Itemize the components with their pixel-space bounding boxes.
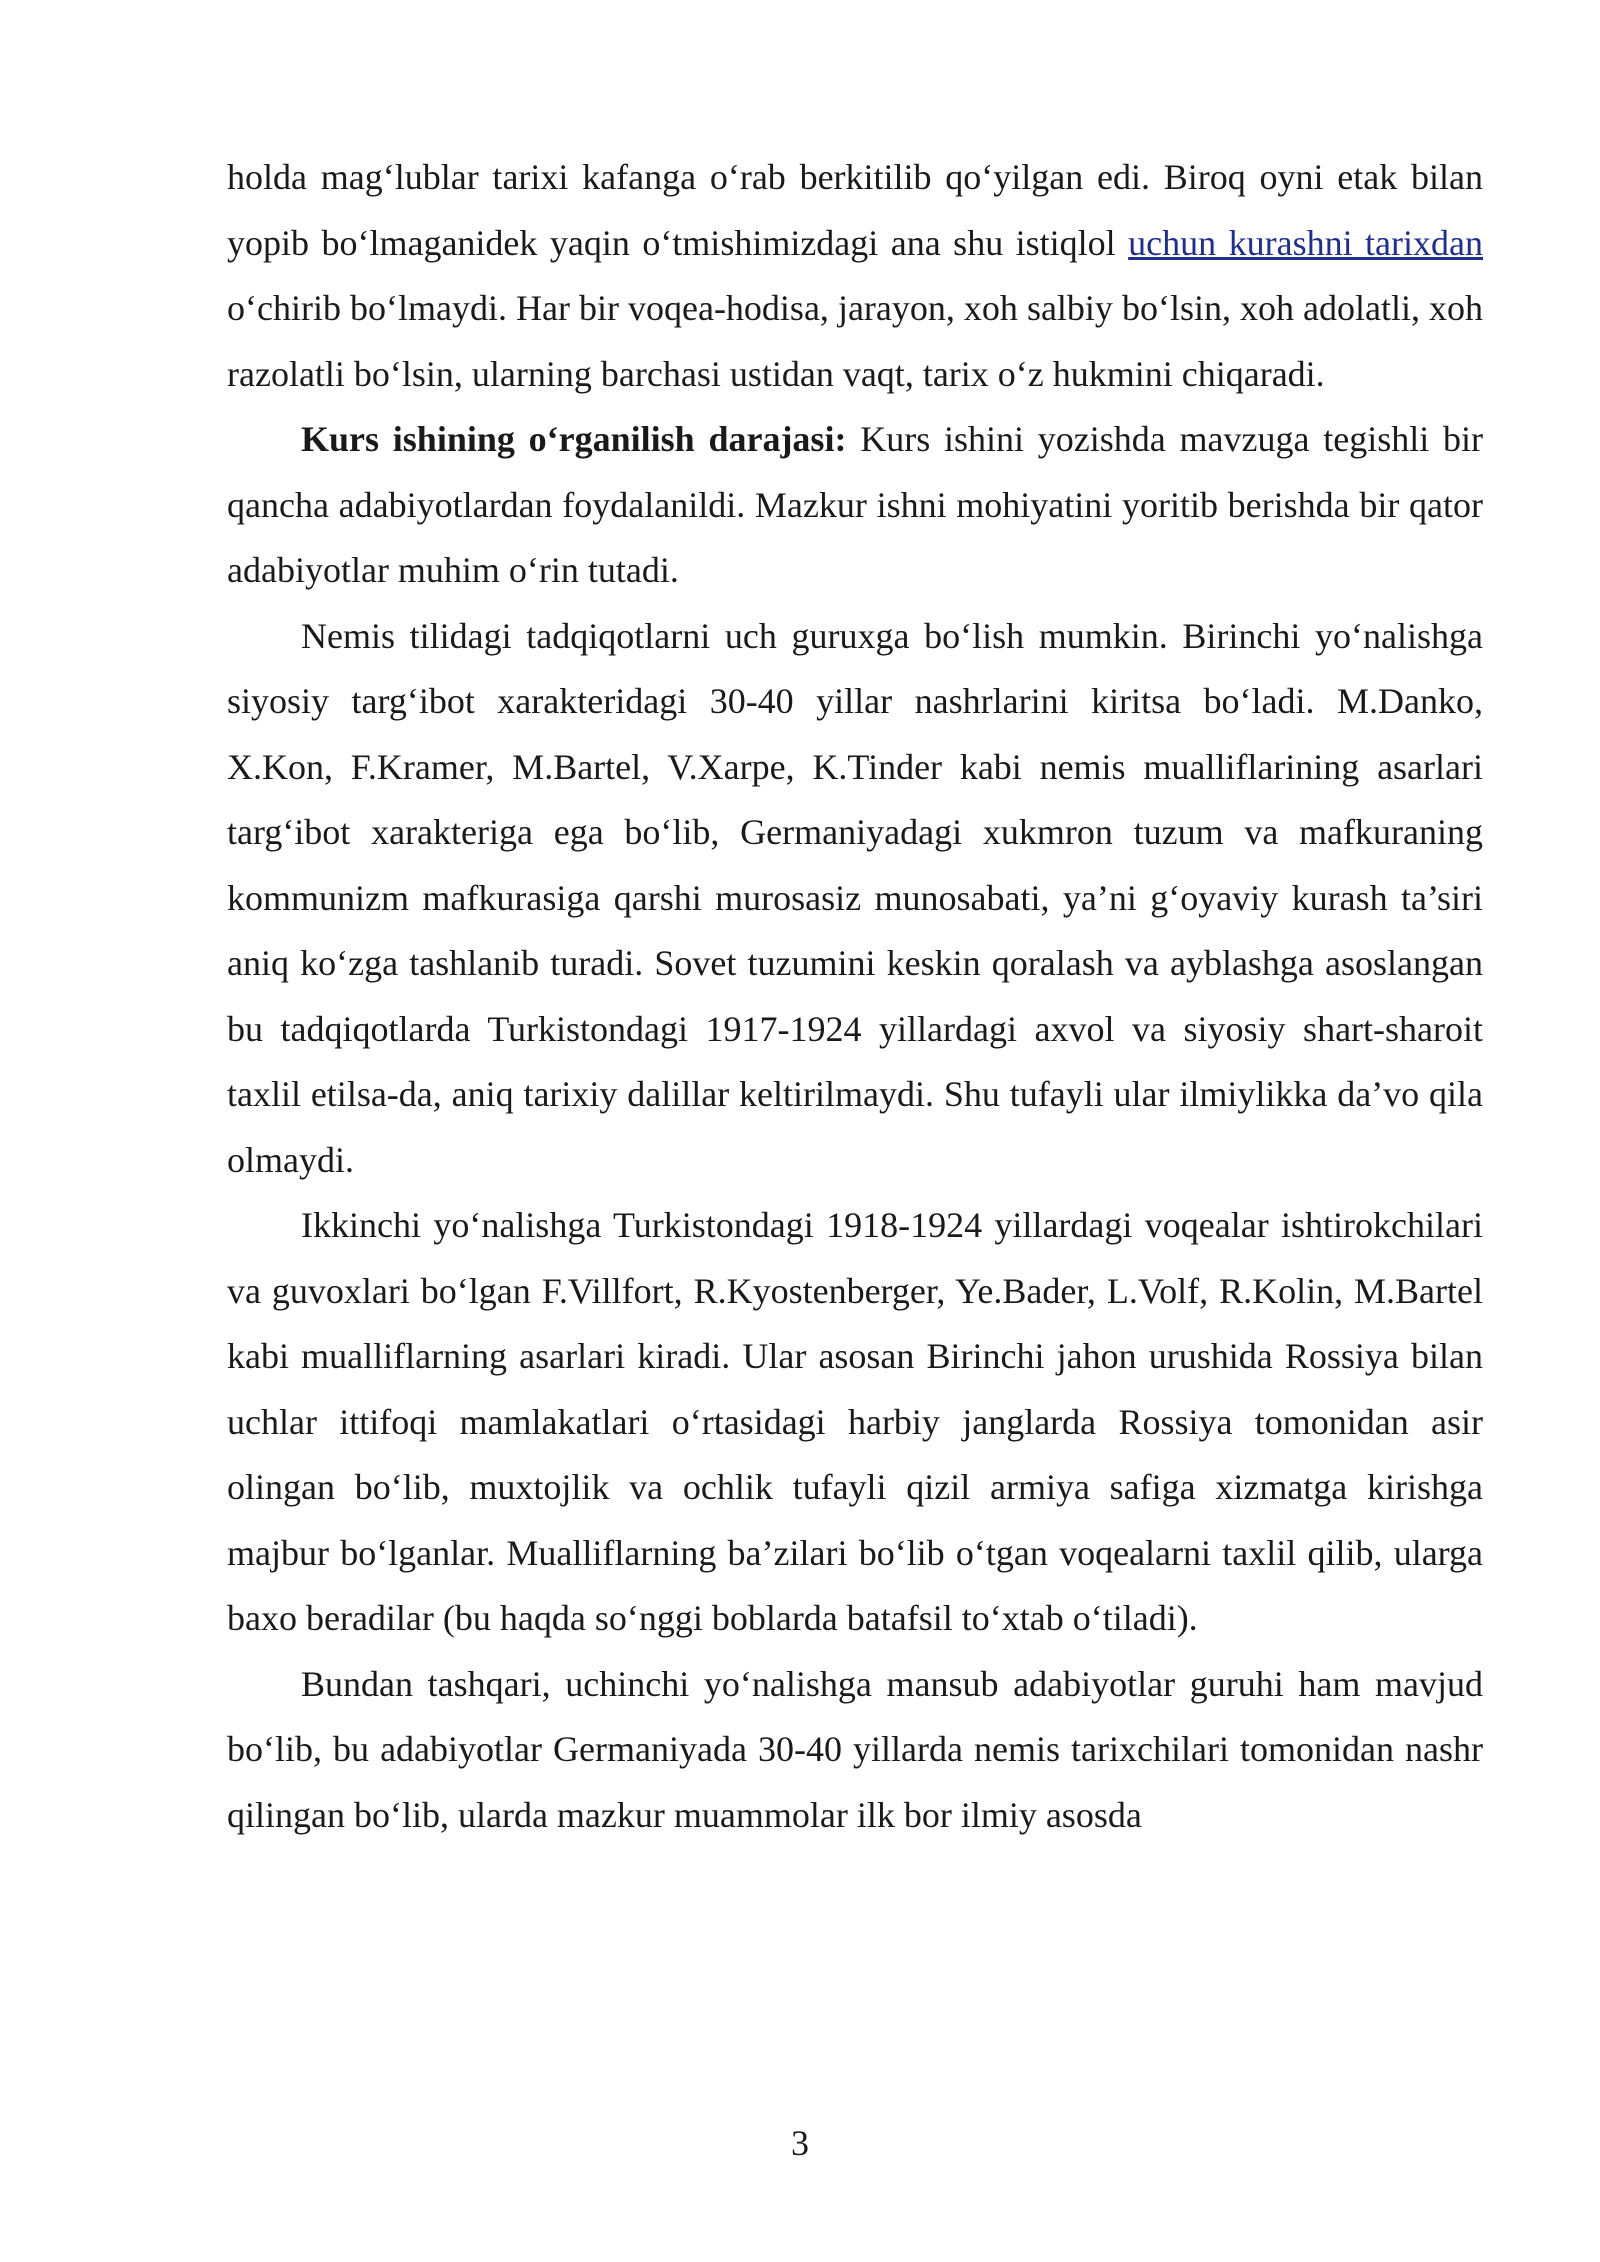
paragraph-german-research: Nemis tilidagi tadqiqotlarni uch guruxga bo‘lish mumkin. Birinchi yo‘nalishga siyosiy targ‘ibot xarakteridagi 30-40 yillar nashrlarini kiritsa bo‘ladi. M.Danko, X.Kon, F.Kramer, M.Bartel, V.Xarpe, K.Tinder kabi nemis mualliflarining asarlari targ‘ibot xarakteriga ega bo‘lib, Germaniyadagi xukmron tuzum va mafkuraning kommunizm mafkurasiga qarshi murosasiz munosabati, ya’ni g‘oyaviy kurash ta’siri aniq ko‘zga tashlanib turadi. Sovet tuzumini keskin qoralash va ayblashga asoslangan bu tadqiqotlarda Turkistondagi 1917-1924 yillardagi axvol va siyosiy shart-sharoit taxlil etilsa-da, aniq tarixiy dalillar keltirilmaydi. Shu tufayli ular ilmiylikka da’vo qila olmaydi. <box>227 615 1483 1180</box>
page-number: 3 <box>791 2123 809 2163</box>
paragraph-text: holda mag‘lublar tarixi kafanga o‘rab berkitilib qo‘yilgan edi. Biroq oyni etak bilan yopib bo‘lmaganidek yaqin o‘tmishimizdagi ana shu istiqlol <box>227 157 1483 263</box>
paragraph-study-level <box>227 407 1483 604</box>
paragraph-text: o‘chirib bo‘lmaydi. Har bir voqea-hodisa, jarayon, xoh salbiy bo‘lsin, xoh adolatli, xoh razolatli bo‘lsin, ularning barchasi ustidan vaqt, tarix o‘z hukmini chiqaradi. <box>227 288 1483 394</box>
document-body <box>227 145 1483 1848</box>
hyperlink[interactable]: uchun kurashni tarixdan <box>1128 222 1483 263</box>
paragraph-second-direction: Ikkinchi yo‘nalishga Turkistondagi 1918-1924 yillardagi voqealar ishtirokchilari va guvoxlari bo‘lgan F.Villfort, R.Kyostenberger, Ye.Bader, L.Volf, R.Kolin, M.Bartel kabi mualliflarning asarlari kiradi. Ular asosan Birinchi jahon urushida Rossiya bilan uchlar ittifoqi mamlakatlari o‘rtasidagi harbiy janglarda Rossiya tomonidan asir olingan bo‘lib, muxtojlik va ochlik tufayli qizil armiya safiga xizmatga kirishga majbur bo‘lganlar. Mualliflarning ba’zilari bo‘lib o‘tgan voqealarni taxlil qilib, ularga baxo beradilar (bu haqda so‘nggi boblarda batafsil to‘xtab o‘tiladi). <box>227 1205 1483 1638</box>
paragraph-third-direction: Bundan tashqari, uchinchi yo‘nalishga mansub adabiyotlar guruhi ham mavjud bo‘lib, bu adabiyotlar Germaniyada 30-40 yillarda nemis tarixchilari tomonidan nashr qilingan bo‘lib, ularda mazkur muammolar ilk bor ilmiy asosda <box>227 1663 1483 1835</box>
section-heading-inline: Kurs ishining o‘rganilish darajasi: <box>301 419 847 459</box>
paragraph-continuation <box>227 145 1483 407</box>
paragraph-text: Kurs ishini yozishda mavzuga tegishli bir qancha adabiyotlardan foydalanildi. Mazkur ishni mohiyatini yoritib berishda bir qator adabiyotlar muhim o‘rin tutadi. <box>227 419 1483 590</box>
